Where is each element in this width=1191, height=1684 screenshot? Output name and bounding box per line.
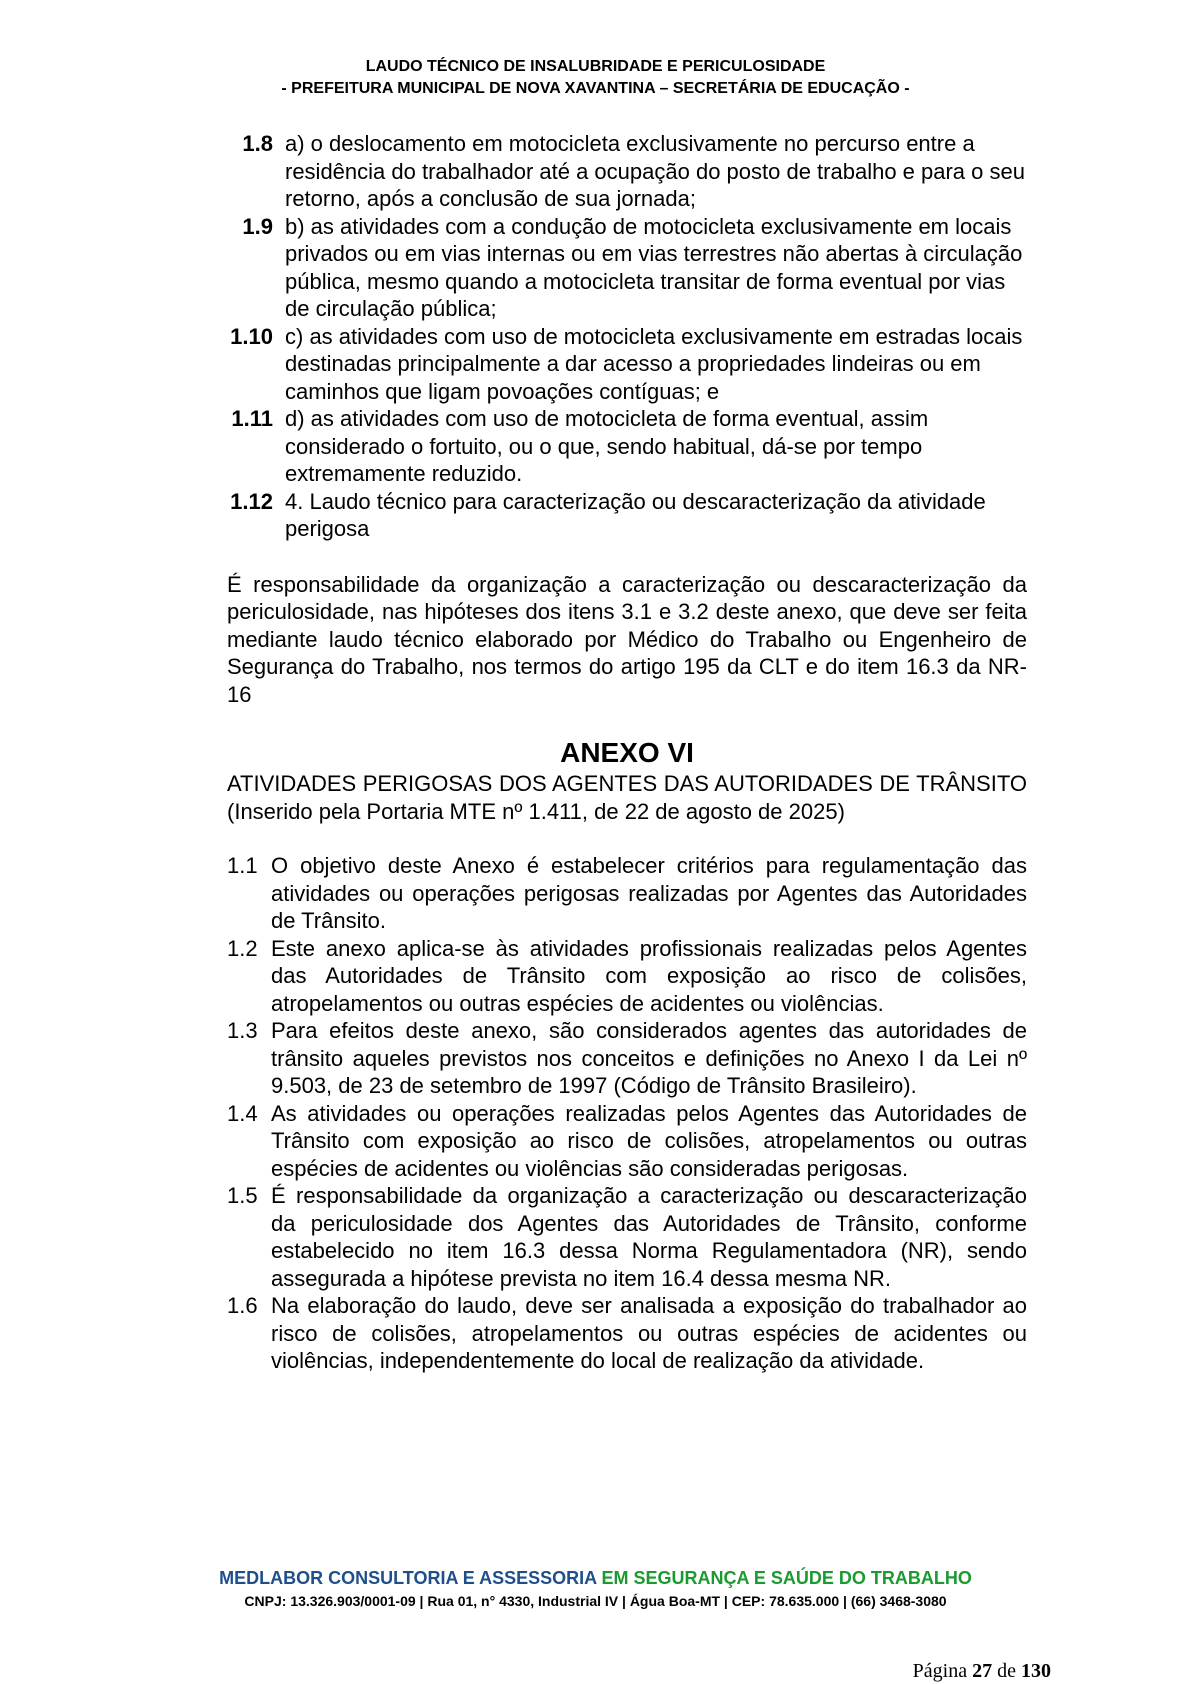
list-item bbox=[227, 1292, 1027, 1375]
item-number: 1.3 bbox=[227, 1018, 258, 1043]
item-text: Para efeitos deste anexo, são considerados agentes das autoridades de trânsito aqueles previstos nos conceitos e definições no Anexo I da Lei nº 9.503, de 23 de setembro de 1997 (Código de Trânsito Brasileiro). bbox=[271, 1018, 1027, 1098]
item-text: d) as atividades com uso de motocicleta de forma eventual, assim considerado o fortuito, ou o que, sendo habitual, dá-se por tempo extremamente reduzido. bbox=[285, 406, 929, 486]
list-item bbox=[227, 405, 1027, 488]
item-number: 1.4 bbox=[227, 1100, 258, 1126]
item-text: O objetivo deste Anexo é estabelecer critérios para regulamentação das atividades ou operações perigosas realizadas por Agentes das Autoridades de Trânsito. bbox=[271, 853, 1027, 933]
item-number: 1.9 bbox=[242, 213, 273, 239]
item-text: As atividades ou operações realizadas pelos Agentes das Autoridades de Trânsito com exposição ao risco de colisões, atropelamentos ou outras espécies de acidentes ou violências são consideradas perigosas. bbox=[271, 1100, 1027, 1181]
list-item bbox=[227, 1100, 1027, 1183]
list-item bbox=[227, 130, 1027, 213]
item-number: 1.6 bbox=[227, 1293, 258, 1318]
list-item bbox=[227, 1182, 1027, 1292]
list-item bbox=[227, 213, 1027, 323]
page-of-label: de bbox=[997, 1660, 1016, 1682]
list-item bbox=[227, 852, 1027, 935]
annex-subtitle: ATIVIDADES PERIGOSAS DOS AGENTES DAS AUTORIDADES DE TRÂNSITO (Inserido pela Portaria MTE nº 1.411, de 22 de agosto de 2025) bbox=[227, 771, 1027, 824]
item-number: 1.8 bbox=[242, 131, 273, 156]
item-text: a) o deslocamento em motocicleta exclusivamente no percurso entre a residência do trabalhador até a ocupação do posto de trabalho e para o seu retorno, após a conclusão de sua jornada; bbox=[285, 131, 1025, 211]
footer-company-name: MEDLABOR CONSULTORIA E ASSESSORIA bbox=[219, 1568, 597, 1588]
item-number: 1.10 bbox=[230, 323, 273, 349]
responsibility-paragraph: É responsabilidade da organização a caracterização ou descaracterização da periculosidade, nas hipóteses dos itens 3.1 e 3.2 deste anexo, que deve ser feita mediante laudo técnico elaborado por Médico do Trabalho ou Engenheiro de Segurança do Trabalho, nos termos do artigo 195 da CLT e do item 16.3 da NR-16 bbox=[227, 571, 1027, 707]
item-number: 1.12 bbox=[230, 488, 273, 514]
page-content bbox=[227, 130, 1027, 1375]
item-number: 1.5 bbox=[227, 1183, 258, 1208]
page-current: 27 bbox=[972, 1660, 993, 1682]
list-item bbox=[227, 488, 1027, 543]
item-text: Este anexo aplica-se às atividades profissionais realizadas pelos Agentes das Autoridades de Trânsito com exposição ao risco de colisões, atropelamentos ou outras espécies de acidentes ou violências. bbox=[271, 935, 1027, 1016]
item-text: 4. Laudo técnico para caracterização ou descaracterização da atividade perigosa bbox=[285, 488, 986, 541]
item-number: 1.11 bbox=[231, 406, 273, 431]
list-item bbox=[227, 1017, 1027, 1100]
annex-list bbox=[227, 852, 1027, 1375]
footer-contact: CNPJ: 13.326.903/0001-09 | Rua 01, n° 4330, Industrial IV | Água Boa-MT | CEP: 78.635.000 | (66) 3468-3080 bbox=[244, 1593, 947, 1609]
footer-company-tagline: EM SEGURANÇA E SAÚDE DO TRABALHO bbox=[601, 1568, 972, 1588]
item-text: c) as atividades com uso de motocicleta exclusivamente em estradas locais destinadas principalmente a dar acesso a propriedades lindeiras ou em caminhos que ligam povoações contíguas; e bbox=[285, 323, 1023, 404]
item-text: É responsabilidade da organização a caracterização ou descaracterização da periculosidade dos Agentes das Autoridades de Trânsito, conforme estabelecido no item 16.3 dessa Norma Regulamentadora (NR), sendo assegurada a hipótese prevista no item 16.4 dessa mesma NR. bbox=[271, 1183, 1027, 1291]
page-total: 130 bbox=[1021, 1660, 1051, 1682]
header-subtitle: - PREFEITURA MUNICIPAL DE NOVA XAVANTINA – SECRETÁRIA DE EDUCAÇÃO - bbox=[281, 80, 910, 97]
header-title: LAUDO TÉCNICO DE INSALUBRIDADE E PERICULOSIDADE bbox=[365, 58, 826, 75]
annex-title: ANEXO VI bbox=[560, 737, 694, 768]
page-number bbox=[913, 1660, 1051, 1683]
item-number: 1.2 bbox=[227, 935, 258, 961]
document-header bbox=[0, 56, 1191, 100]
list-item bbox=[227, 935, 1027, 1018]
footer-company bbox=[0, 1566, 1191, 1590]
document-footer bbox=[0, 1566, 1191, 1612]
item-text: Na elaboração do laudo, deve ser analisada a exposição do trabalhador ao risco de colisões, atropelamentos ou outras espécies de acidentes ou violências, independentemente do local de realização da atividade. bbox=[271, 1293, 1027, 1373]
item-text: b) as atividades com a condução de motocicleta exclusivamente em locais privados ou em vias internas ou em vias terrestres não abertas à circulação pública, mesmo quando a motocicleta transitar de forma eventual por vias de circulação pública; bbox=[285, 213, 1023, 321]
list-item bbox=[227, 323, 1027, 406]
page-label: Página bbox=[912, 1660, 968, 1682]
item-number: 1.1 bbox=[227, 853, 258, 878]
